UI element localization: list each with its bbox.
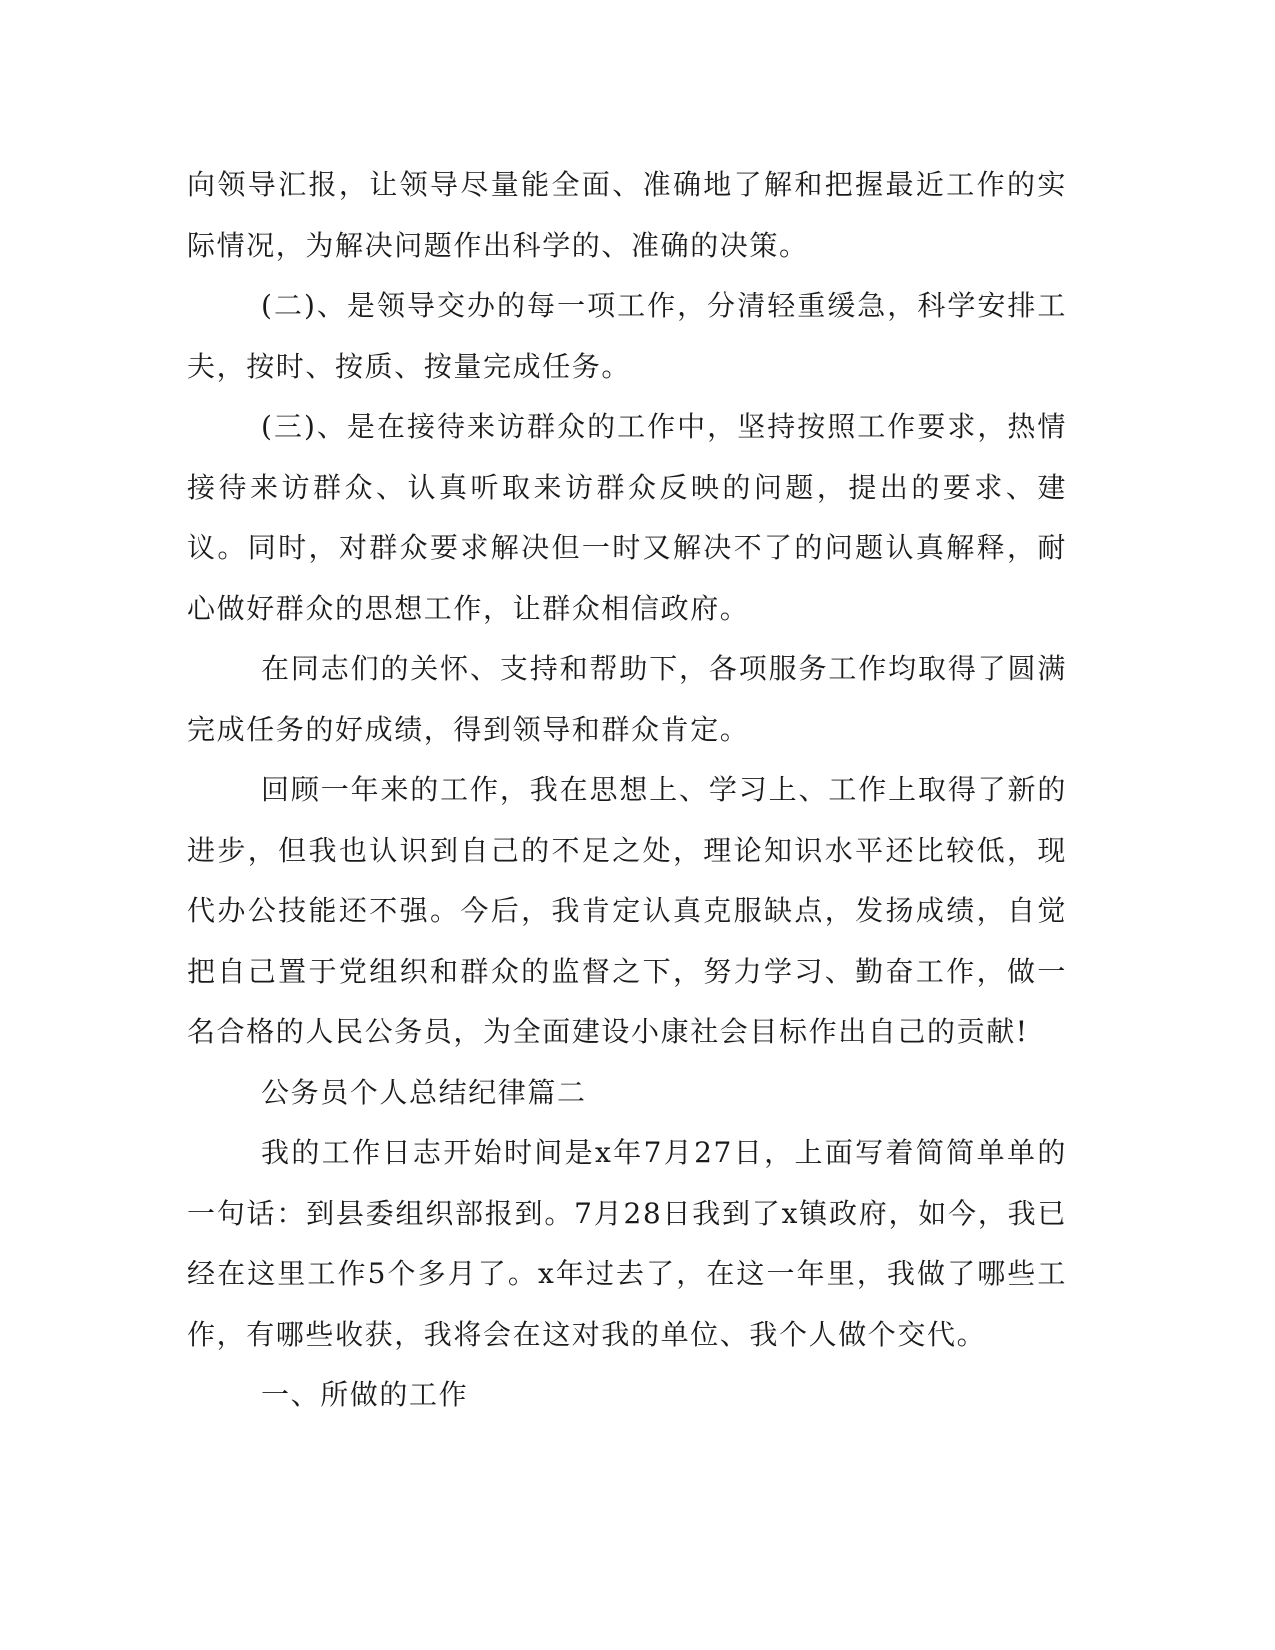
section-heading-work-done: 一、所做的工作: [261, 1378, 469, 1411]
paragraph-work-log: 我的工作日志开始时间是x年7月27日，上面写着简简单单的一句话：到县委组织部报到。7月28日我到了x镇政府，如今，我已经在这里工作5个多月了。x年过去了，在这一年里，我做了哪些工作，有哪些收获，我将会在这对我的单位、我个人做个交代。: [187, 1136, 1067, 1351]
paragraph-item-two: (二)、是领导交办的每一项工作，分清轻重缓急，科学安排工夫，按时、按质、按量完成任务。: [187, 289, 1067, 383]
paragraph-report-to-leadership: 向领导汇报，让领导尽量能全面、准确地了解和把握最近工作的实际情况，为解决问题作出科学的、准确的决策。: [187, 168, 1067, 262]
paragraph-review: 回顾一年来的工作，我在思想上、学习上、工作上取得了新的进步，但我也认识到自己的不足之处，理论知识水平还比较低，现代办公技能还不强。今后，我肯定认真克服缺点，发扬成绩，自觉把自己置于党组织和群众的监督之下，努力学习、勤奋工作，做一名合格的人民公务员，为全面建设小康社会目标作出自己的贡献!: [187, 773, 1067, 1048]
document-body: [187, 155, 1067, 1426]
paragraph-achievements: 在同志们的关怀、支持和帮助下，各项服务工作均取得了圆满完成任务的好成绩，得到领导和群众肯定。: [187, 652, 1067, 746]
section-heading-part-two: 公务员个人总结纪律篇二: [261, 1075, 587, 1109]
paragraph-item-three: (三)、是在接待来访群众的工作中，坚持按照工作要求，热情接待来访群众、认真听取来访群众反映的问题，提出的要求、建议。同时，对群众要求解决但一时又解决不了的问题认真解释，耐心做好群众的思想工作，让群众相信政府。: [187, 410, 1067, 625]
